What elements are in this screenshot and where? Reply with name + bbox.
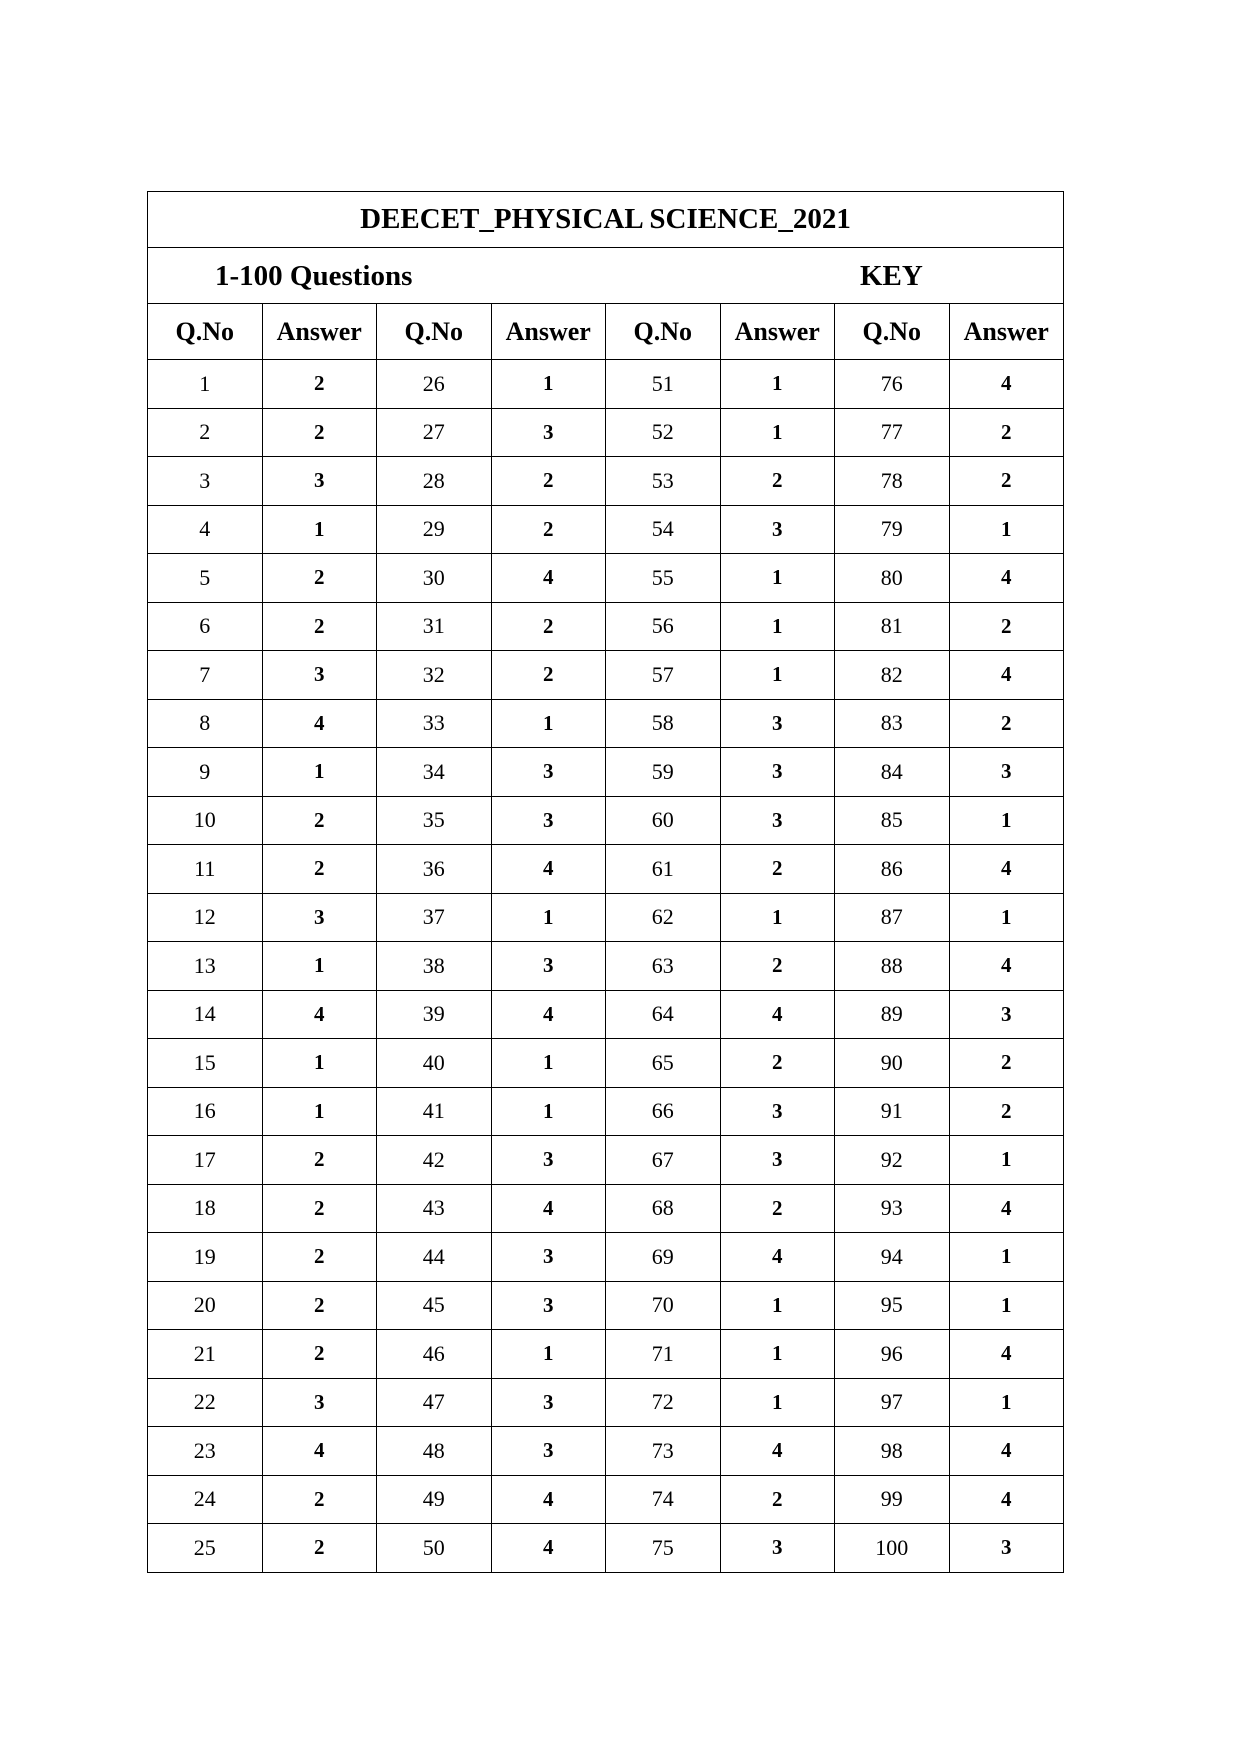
answer-cell: 2 [491, 457, 606, 506]
column-header: Answer [949, 304, 1064, 360]
question-number-cell: 34 [377, 748, 492, 797]
question-number-cell: 54 [606, 505, 721, 554]
question-number-cell: 72 [606, 1378, 721, 1427]
question-number-cell: 82 [835, 651, 950, 700]
question-number-cell: 24 [148, 1475, 263, 1524]
answer-cell: 2 [262, 1330, 377, 1379]
question-number-cell: 53 [606, 457, 721, 506]
question-number-cell: 20 [148, 1281, 263, 1330]
question-number-cell: 87 [835, 893, 950, 942]
question-number-cell: 70 [606, 1281, 721, 1330]
question-number-cell: 23 [148, 1427, 263, 1476]
table-row [148, 1184, 1064, 1233]
answer-cell: 2 [720, 942, 835, 991]
answer-cell: 4 [720, 990, 835, 1039]
table-row [148, 893, 1064, 942]
question-number-cell: 86 [835, 845, 950, 894]
subtitle-cell [148, 248, 1064, 304]
question-number-cell: 46 [377, 1330, 492, 1379]
question-number-cell: 98 [835, 1427, 950, 1476]
answer-cell: 4 [949, 554, 1064, 603]
answer-cell: 4 [949, 1475, 1064, 1524]
column-header: Q.No [148, 304, 263, 360]
table-row [148, 1136, 1064, 1185]
question-number-cell: 25 [148, 1524, 263, 1573]
answer-cell: 4 [491, 845, 606, 894]
question-number-cell: 30 [377, 554, 492, 603]
answer-cell: 1 [949, 505, 1064, 554]
table-row [148, 408, 1064, 457]
answer-cell: 3 [491, 1136, 606, 1185]
answer-cell: 1 [949, 796, 1064, 845]
column-header: Q.No [835, 304, 950, 360]
question-number-cell: 26 [377, 360, 492, 409]
answer-cell: 3 [720, 1087, 835, 1136]
answer-cell: 2 [262, 1136, 377, 1185]
question-number-cell: 85 [835, 796, 950, 845]
question-number-cell: 52 [606, 408, 721, 457]
title-row [148, 192, 1064, 248]
question-number-cell: 80 [835, 554, 950, 603]
answer-cell: 3 [720, 505, 835, 554]
question-number-cell: 73 [606, 1427, 721, 1476]
answer-cell: 1 [491, 699, 606, 748]
table-row [148, 845, 1064, 894]
question-number-cell: 15 [148, 1039, 263, 1088]
question-number-cell: 21 [148, 1330, 263, 1379]
table-row [148, 360, 1064, 409]
answer-cell: 3 [262, 893, 377, 942]
answer-cell: 1 [720, 1281, 835, 1330]
column-header: Q.No [377, 304, 492, 360]
answer-cell: 2 [949, 1087, 1064, 1136]
question-number-cell: 14 [148, 990, 263, 1039]
question-number-cell: 92 [835, 1136, 950, 1185]
table-row [148, 457, 1064, 506]
question-number-cell: 11 [148, 845, 263, 894]
question-number-cell: 83 [835, 699, 950, 748]
answer-cell: 3 [720, 796, 835, 845]
question-number-cell: 77 [835, 408, 950, 457]
table-row [148, 602, 1064, 651]
answer-cell: 4 [491, 554, 606, 603]
answer-cell: 2 [262, 408, 377, 457]
question-number-cell: 57 [606, 651, 721, 700]
question-number-cell: 60 [606, 796, 721, 845]
answer-cell: 2 [949, 602, 1064, 651]
question-number-cell: 8 [148, 699, 263, 748]
question-number-cell: 42 [377, 1136, 492, 1185]
answer-cell: 1 [720, 893, 835, 942]
question-number-cell: 7 [148, 651, 263, 700]
column-header: Answer [491, 304, 606, 360]
answer-cell: 2 [949, 699, 1064, 748]
question-number-cell: 99 [835, 1475, 950, 1524]
question-number-cell: 62 [606, 893, 721, 942]
header-row [148, 304, 1064, 360]
question-number-cell: 74 [606, 1475, 721, 1524]
answer-cell: 1 [720, 651, 835, 700]
answer-cell: 1 [262, 505, 377, 554]
question-number-cell: 43 [377, 1184, 492, 1233]
document-title: DEECET_PHYSICAL SCIENCE_2021 [148, 192, 1064, 248]
answer-key-sheet [147, 191, 1064, 1573]
answer-cell: 3 [720, 1524, 835, 1573]
answer-cell: 4 [491, 1524, 606, 1573]
answer-cell: 4 [949, 1330, 1064, 1379]
question-number-cell: 13 [148, 942, 263, 991]
answer-cell: 1 [491, 893, 606, 942]
answer-cell: 1 [491, 1039, 606, 1088]
question-number-cell: 67 [606, 1136, 721, 1185]
answer-cell: 2 [720, 845, 835, 894]
answer-cell: 4 [491, 1475, 606, 1524]
answer-cell: 4 [949, 1184, 1064, 1233]
column-header: Q.No [606, 304, 721, 360]
table-row [148, 1475, 1064, 1524]
answer-cell: 4 [720, 1427, 835, 1476]
answer-cell: 3 [491, 1233, 606, 1282]
question-number-cell: 50 [377, 1524, 492, 1573]
answer-cell: 2 [720, 1475, 835, 1524]
answer-cell: 2 [720, 1039, 835, 1088]
question-number-cell: 91 [835, 1087, 950, 1136]
subtitle-row [148, 248, 1064, 304]
answer-cell: 1 [720, 1330, 835, 1379]
question-number-cell: 64 [606, 990, 721, 1039]
table-row [148, 748, 1064, 797]
answer-cell: 2 [262, 1475, 377, 1524]
question-number-cell: 31 [377, 602, 492, 651]
answer-cell: 1 [262, 1087, 377, 1136]
answer-cell: 3 [491, 408, 606, 457]
question-number-cell: 75 [606, 1524, 721, 1573]
question-number-cell: 56 [606, 602, 721, 651]
answer-cell: 3 [491, 748, 606, 797]
answer-cell: 2 [949, 457, 1064, 506]
answer-cell: 2 [262, 1281, 377, 1330]
question-number-cell: 16 [148, 1087, 263, 1136]
answer-cell: 4 [949, 942, 1064, 991]
question-number-cell: 44 [377, 1233, 492, 1282]
answer-cell: 1 [262, 1039, 377, 1088]
table-row [148, 1039, 1064, 1088]
answer-cell: 4 [949, 360, 1064, 409]
question-number-cell: 45 [377, 1281, 492, 1330]
answer-cell: 3 [720, 1136, 835, 1185]
table-row [148, 1330, 1064, 1379]
answer-cell: 2 [262, 1233, 377, 1282]
answer-cell: 3 [491, 796, 606, 845]
answer-cell: 4 [720, 1233, 835, 1282]
answer-cell: 1 [720, 360, 835, 409]
key-label: KEY [860, 260, 923, 292]
question-number-cell: 51 [606, 360, 721, 409]
question-number-cell: 35 [377, 796, 492, 845]
answer-cell: 2 [949, 408, 1064, 457]
answer-cell: 1 [949, 893, 1064, 942]
question-range-label: 1-100 Questions [215, 260, 413, 292]
question-number-cell: 96 [835, 1330, 950, 1379]
answer-cell: 4 [949, 1427, 1064, 1476]
question-number-cell: 37 [377, 893, 492, 942]
table-row [148, 1281, 1064, 1330]
question-number-cell: 97 [835, 1378, 950, 1427]
answer-cell: 4 [949, 845, 1064, 894]
question-number-cell: 9 [148, 748, 263, 797]
question-number-cell: 76 [835, 360, 950, 409]
question-number-cell: 18 [148, 1184, 263, 1233]
question-number-cell: 79 [835, 505, 950, 554]
question-number-cell: 100 [835, 1524, 950, 1573]
question-number-cell: 17 [148, 1136, 263, 1185]
answer-cell: 3 [262, 457, 377, 506]
answer-cell: 4 [262, 1427, 377, 1476]
question-number-cell: 94 [835, 1233, 950, 1282]
answer-cell: 3 [720, 699, 835, 748]
answer-cell: 1 [491, 360, 606, 409]
question-number-cell: 36 [377, 845, 492, 894]
answer-cell: 1 [949, 1136, 1064, 1185]
answer-cell: 3 [949, 990, 1064, 1039]
answer-cell: 3 [491, 1281, 606, 1330]
table-row [148, 505, 1064, 554]
answer-cell: 4 [491, 1184, 606, 1233]
question-number-cell: 61 [606, 845, 721, 894]
question-number-cell: 40 [377, 1039, 492, 1088]
question-number-cell: 1 [148, 360, 263, 409]
question-number-cell: 93 [835, 1184, 950, 1233]
answer-cell: 1 [949, 1233, 1064, 1282]
question-number-cell: 39 [377, 990, 492, 1039]
question-number-cell: 19 [148, 1233, 263, 1282]
table-row [148, 1524, 1064, 1573]
answer-cell: 3 [491, 942, 606, 991]
answer-cell: 3 [949, 748, 1064, 797]
table-row [148, 796, 1064, 845]
answer-cell: 2 [262, 360, 377, 409]
question-number-cell: 22 [148, 1378, 263, 1427]
answer-cell: 3 [491, 1378, 606, 1427]
answer-cell: 2 [262, 602, 377, 651]
answer-cell: 1 [720, 408, 835, 457]
question-number-cell: 5 [148, 554, 263, 603]
answer-cell: 3 [262, 1378, 377, 1427]
question-number-cell: 38 [377, 942, 492, 991]
question-number-cell: 55 [606, 554, 721, 603]
question-number-cell: 65 [606, 1039, 721, 1088]
answer-cell: 1 [491, 1330, 606, 1379]
table-row [148, 699, 1064, 748]
question-number-cell: 78 [835, 457, 950, 506]
question-number-cell: 47 [377, 1378, 492, 1427]
answer-cell: 1 [262, 942, 377, 991]
answer-cell: 1 [720, 602, 835, 651]
question-number-cell: 33 [377, 699, 492, 748]
answer-cell: 1 [720, 554, 835, 603]
question-number-cell: 84 [835, 748, 950, 797]
answer-cell: 2 [262, 1184, 377, 1233]
answer-cell: 1 [262, 748, 377, 797]
question-number-cell: 41 [377, 1087, 492, 1136]
answer-cell: 2 [491, 505, 606, 554]
question-number-cell: 27 [377, 408, 492, 457]
answer-cell: 1 [491, 1087, 606, 1136]
table-row [148, 1233, 1064, 1282]
answer-cell: 2 [262, 1524, 377, 1573]
table-row [148, 651, 1064, 700]
question-number-cell: 90 [835, 1039, 950, 1088]
question-number-cell: 88 [835, 942, 950, 991]
answer-cell: 2 [262, 796, 377, 845]
question-number-cell: 59 [606, 748, 721, 797]
column-header: Answer [720, 304, 835, 360]
answer-cell: 3 [491, 1427, 606, 1476]
answer-cell: 4 [491, 990, 606, 1039]
question-number-cell: 28 [377, 457, 492, 506]
question-number-cell: 58 [606, 699, 721, 748]
answer-key-table [147, 191, 1064, 1573]
question-number-cell: 69 [606, 1233, 721, 1282]
answer-cell: 2 [262, 845, 377, 894]
question-number-cell: 89 [835, 990, 950, 1039]
question-number-cell: 6 [148, 602, 263, 651]
answer-cell: 3 [262, 651, 377, 700]
table-row [148, 1087, 1064, 1136]
question-number-cell: 71 [606, 1330, 721, 1379]
table-row [148, 1378, 1064, 1427]
question-number-cell: 95 [835, 1281, 950, 1330]
question-number-cell: 2 [148, 408, 263, 457]
question-number-cell: 66 [606, 1087, 721, 1136]
question-number-cell: 68 [606, 1184, 721, 1233]
answer-cell: 2 [720, 457, 835, 506]
answer-cell: 2 [262, 554, 377, 603]
column-header: Answer [262, 304, 377, 360]
answer-cell: 4 [949, 651, 1064, 700]
answer-cell: 1 [949, 1281, 1064, 1330]
table-row [148, 990, 1064, 1039]
question-number-cell: 10 [148, 796, 263, 845]
table-row [148, 942, 1064, 991]
answer-cell: 2 [491, 602, 606, 651]
question-number-cell: 12 [148, 893, 263, 942]
answer-cell: 2 [949, 1039, 1064, 1088]
question-number-cell: 81 [835, 602, 950, 651]
table-row [148, 554, 1064, 603]
question-number-cell: 63 [606, 942, 721, 991]
answer-cell: 2 [720, 1184, 835, 1233]
answer-cell: 4 [262, 699, 377, 748]
question-number-cell: 4 [148, 505, 263, 554]
answer-cell: 4 [262, 990, 377, 1039]
question-number-cell: 3 [148, 457, 263, 506]
question-number-cell: 48 [377, 1427, 492, 1476]
answer-cell: 3 [949, 1524, 1064, 1573]
answer-cell: 3 [720, 748, 835, 797]
answer-cell: 1 [949, 1378, 1064, 1427]
answer-cell: 1 [720, 1378, 835, 1427]
table-row [148, 1427, 1064, 1476]
question-number-cell: 29 [377, 505, 492, 554]
answer-cell: 2 [491, 651, 606, 700]
question-number-cell: 49 [377, 1475, 492, 1524]
question-number-cell: 32 [377, 651, 492, 700]
